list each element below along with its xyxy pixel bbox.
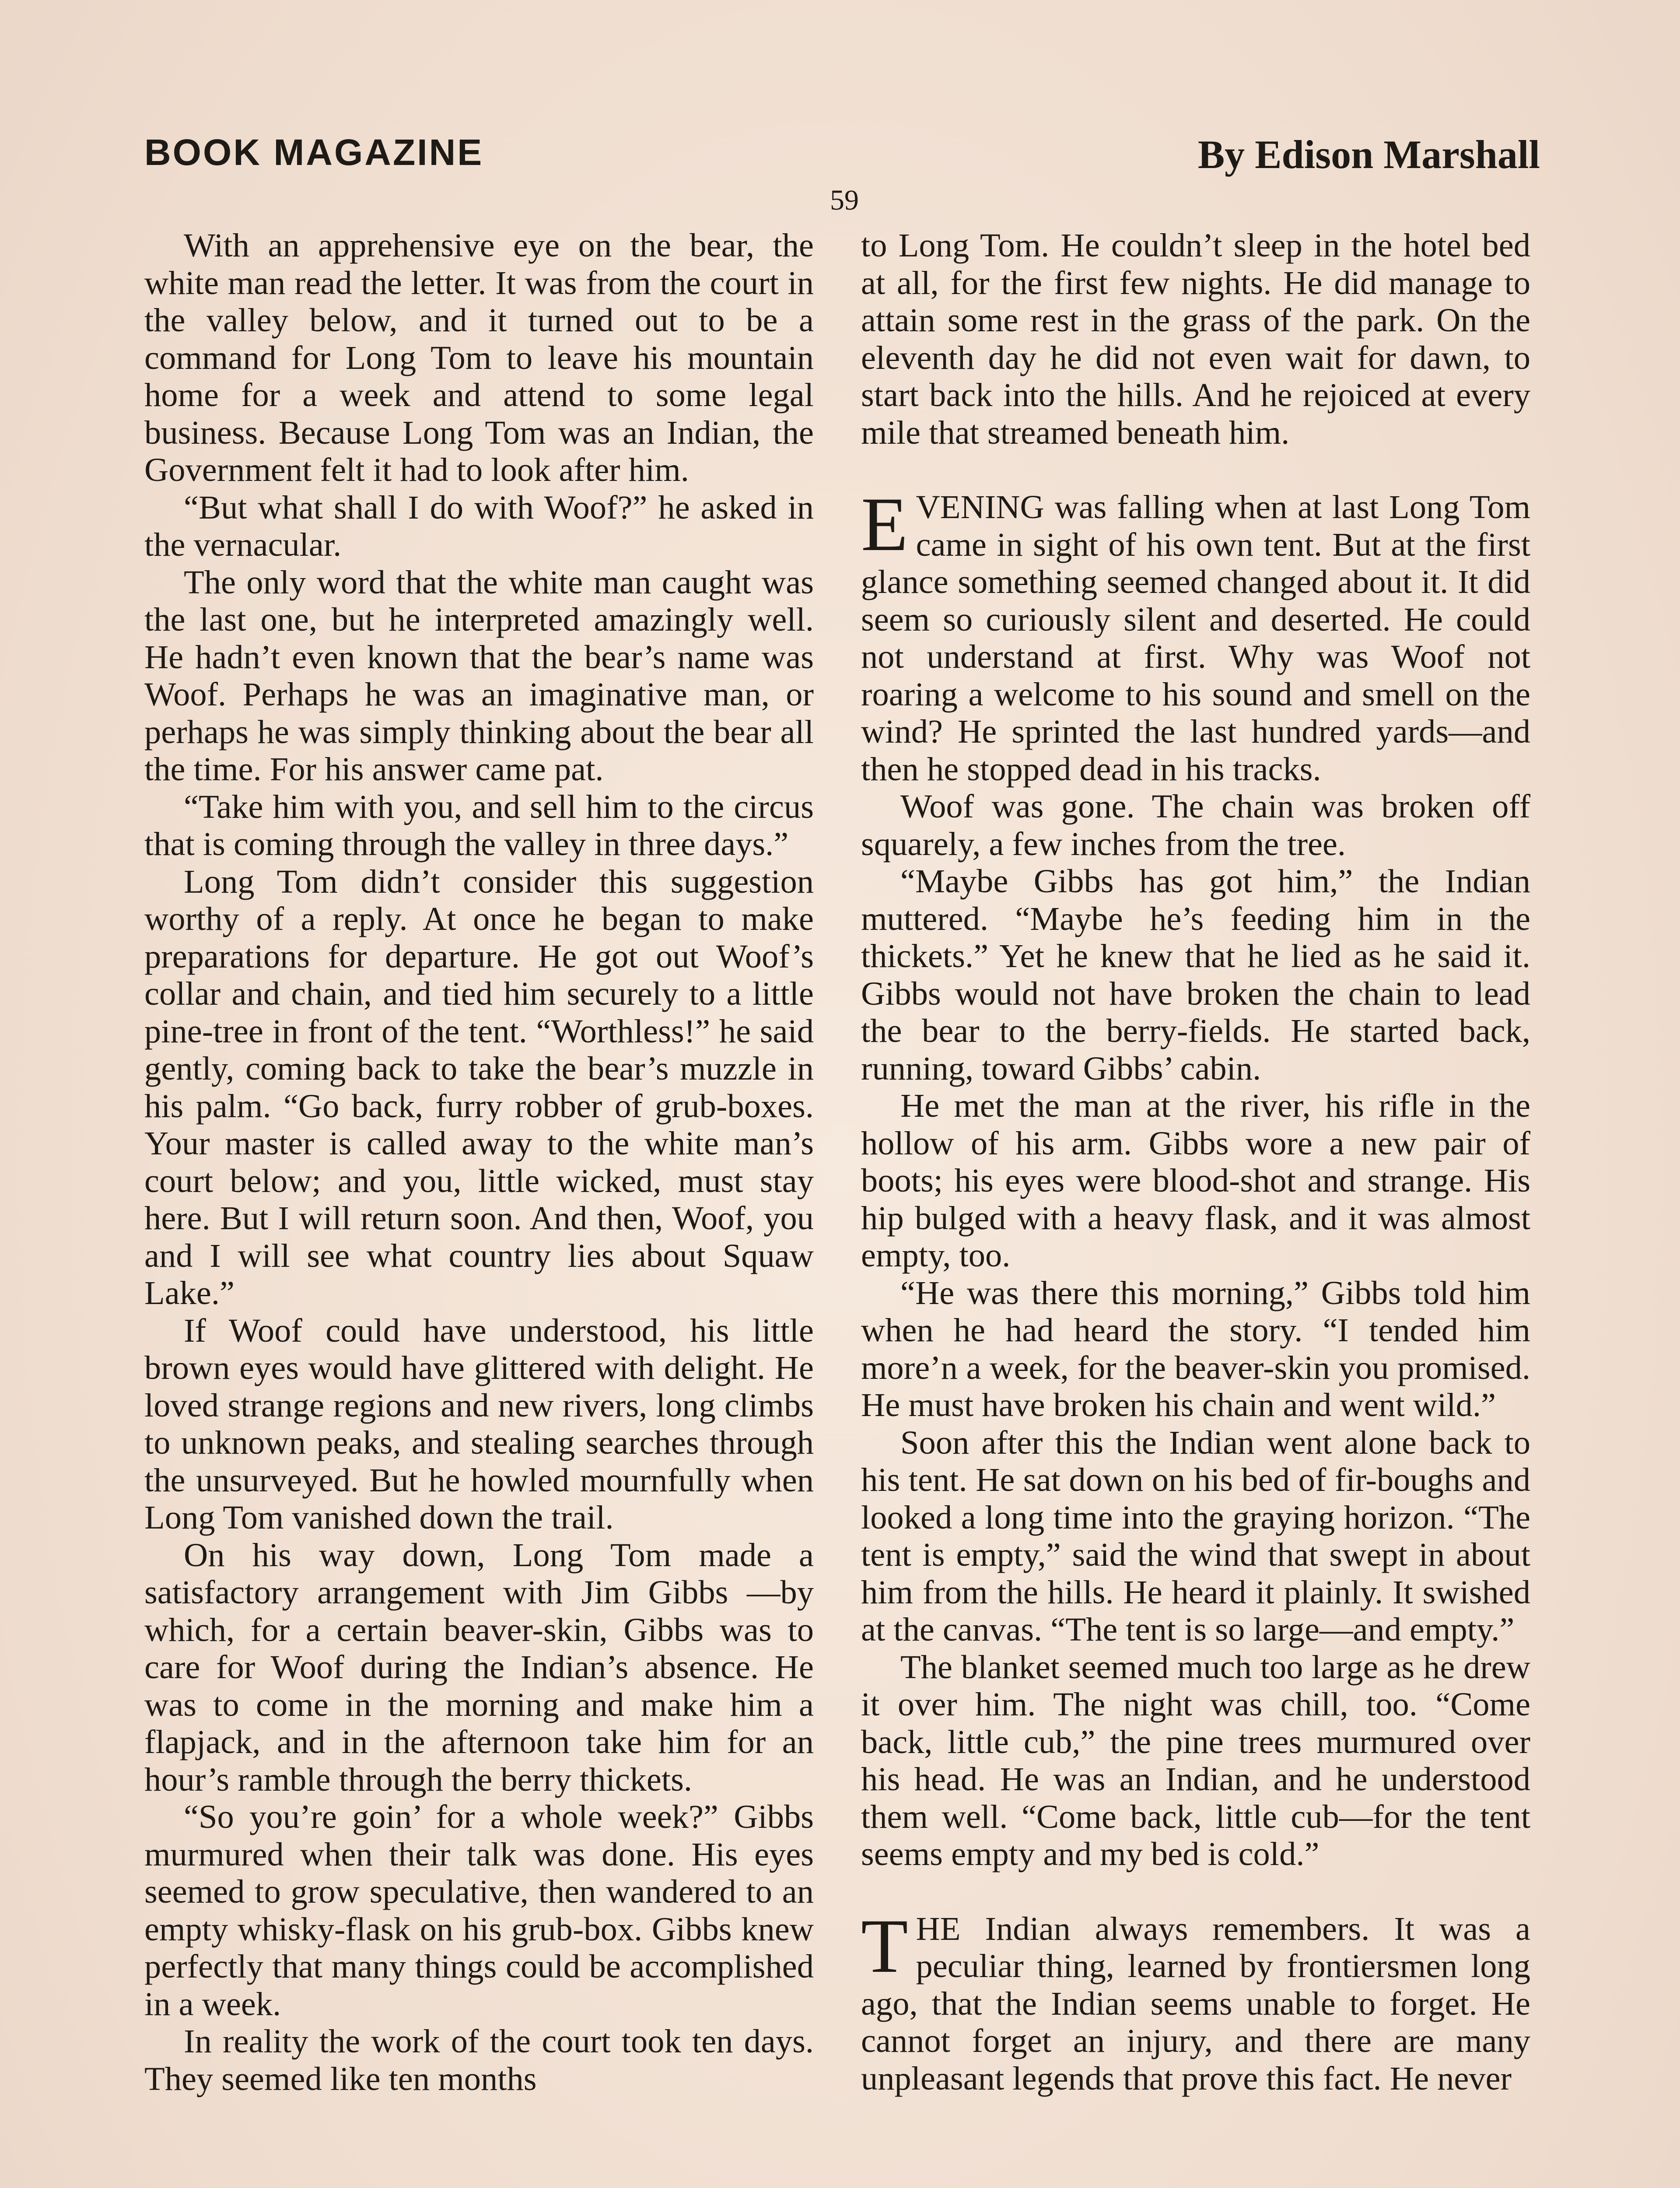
paragraph: Soon after this the Indian went alone back to his tent. He sat down on his bed of fir-boughs and looked a long time into the graying horizon. “The tent is empty,” said the wind that swept in about him from the hills. He heard it plainly. It swished at the canvas. “The tent is so large—and empty.” (861, 1424, 1530, 1648)
drop-cap: T (861, 1903, 908, 1989)
paragraph: Long Tom didn’t consider this suggestion worthy of a reply. At once he began to make preparations for departure. He got out Woof’s collar and chain, and tied him securely to a little pine-tree in front of the tent. “Worthless!” he said gently, coming back to take the bear’s muzzle in his palm. “Go back, furry robber of grub-boxes. Your master is called away to the white man’s court below; and you, little wicked, must stay here. But I will return soon. And then, Woof, you and I will see what country lies about Squaw Lake.” (144, 863, 814, 1311)
paragraph: Woof was gone. The chain was broken off squarely, a few inches from the tree. (861, 788, 1530, 863)
section-opening-text: HE Indian always remembers. It was a peculiar thing, learned by frontiersmen long ago, that the Indian seems unable to forget. He cannot forget an injury, and there are many unpleasant legends that prove this fact. He never (861, 1910, 1530, 2097)
paragraph: If Woof could have understood, his little brown eyes would have glittered with delight. He loved strange regions and new rivers, long climbs to unknown peaks, and stealing searches through the unsurveyed. But he howled mournfully when Long Tom vanished down the trail. (144, 1311, 814, 1536)
paragraph: “He was there this morning,” Gibbs told him when he had heard the story. “I tended him more’n a week, for the beaver-skin you promised. He must have broken his chain and went wild.” (861, 1274, 1530, 1424)
paragraph: He met the man at the river, his rifle in the hollow of his arm. Gibbs wore a new pair of boots; his eyes were blood-shot and strange. His hip bulged with a heavy flask, and it was almost empty, too. (861, 1087, 1530, 1274)
magazine-title: BOOK MAGAZINE (144, 132, 484, 173)
section-opening-paragraph (861, 482, 1530, 788)
paragraph: “But what shall I do with Woof?” he asked in the vernacular. (144, 488, 814, 563)
paragraph: “Take him with you, and sell him to the circus that is coming through the valley in three days.” (144, 788, 814, 863)
paragraph: “Maybe Gibbs has got him,” the Indian muttered. “Maybe he’s feeding him in the thickets.” Yet he knew that he lied as he said it. Gibbs would not have broken the chain to lead the bear to the berry-fields. He started back, running, toward Gibbs’ cabin. (861, 863, 1530, 1087)
paragraph: On his way down, Long Tom made a satisfactory arrangement with Jim Gibbs —by which, for a certain beaver-skin, Gibbs was to care for Woof during the Indian’s absence. He was to come in the morning and make him a flapjack, and in the afternoon take him for an hour’s ramble through the berry thickets. (144, 1536, 814, 1798)
drop-cap: E (861, 482, 908, 567)
section-break (861, 1873, 1530, 1910)
paragraph: The only word that the white man caught was the last one, but he interpreted amazingly well. He hadn’t even known that the bear’s name was Woof. Perhaps he was an imaginative man, or perhaps he was simply thinking about the bear all the time. For his answer came pat. (144, 563, 814, 788)
paragraph: “So you’re goin’ for a whole week?” Gibbs murmured when their talk was done. His eyes seemed to grow speculative, then wandered to an empty whisky-flask on his grub-box. Gibbs knew perfectly that many things could be accomplished in a week. (144, 1798, 814, 2023)
left-column (144, 227, 814, 2097)
page-number: 59 (830, 184, 859, 216)
paragraph: The blanket seemed much too large as he drew it over him. The night was chill, too. “Come back, little cub,” the pine trees murmured over his head. He was an Indian, and he understood them well. “Come back, little cub—for the tent seems empty and my bed is cold.” (861, 1648, 1530, 1872)
paragraph: With an apprehensive eye on the bear, the white man read the letter. It was from the court in the valley below, and it turned out to be a command for Long Tom to leave his mountain home for a week and attend to some legal business. Because Long Tom was an Indian, the Government felt it had to look after him. (144, 227, 814, 488)
section-opening-text: VENING was falling when at last Long Tom came in sight of his own tent. But at the first glance something seemed changed about it. It did seem so curiously silent and deserted. He could not understand at first. Why was Woof not roaring a welcome to his sound and smell on the wind? He sprinted the last hundred yards—and then he stopped dead in his tracks. (861, 488, 1530, 788)
paragraph: In reality the work of the court took ten days. They seemed like ten months (144, 2023, 814, 2097)
paragraph-continuation: to Long Tom. He couldn’t sleep in the hotel bed at all, for the first few nights. He did manage to attain some rest in the grass of the park. On the eleventh day he did not even wait for dawn, to start back into the hills. And he rejoiced at every mile that streamed beneath him. (861, 227, 1530, 451)
author-byline: By Edison Marshall (1197, 132, 1540, 177)
section-opening-paragraph (861, 1903, 1530, 2097)
section-break (861, 451, 1530, 488)
right-column (861, 227, 1530, 2097)
